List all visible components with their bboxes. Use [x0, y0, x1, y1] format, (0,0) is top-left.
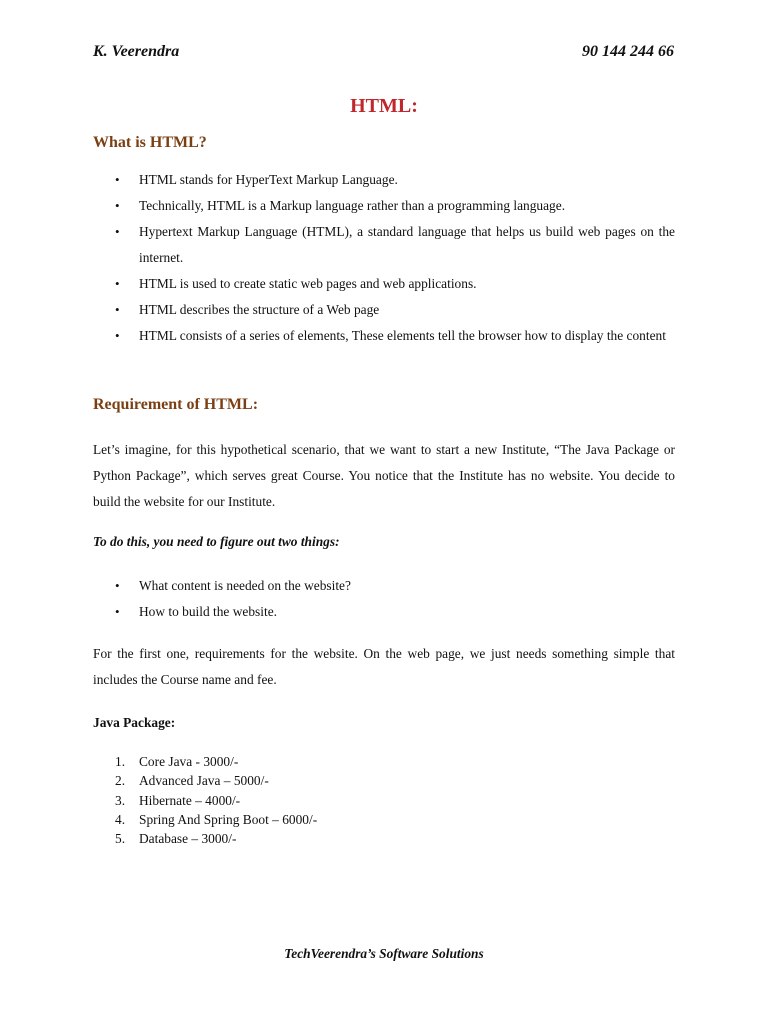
page-header: [93, 43, 674, 63]
two-things-list: [93, 573, 675, 625]
package-heading: Java Package:: [93, 715, 176, 730]
bullet-icon: •: [115, 198, 120, 213]
intro-paragraph: Let’s imagine, for this hypothetical scenario, that we want to start a new Institute, “The Java Package or Python Package”, which serves great Course. You notice that the Institute has no website. You decide to build the website for our Institute.: [93, 442, 675, 509]
bullet-icon: •: [115, 276, 120, 291]
bullet-icon: •: [115, 302, 120, 317]
page-footer: TechVeerendra’s Software Solutions: [284, 946, 484, 961]
java-package-list: [93, 752, 317, 848]
bullet-icon: •: [115, 224, 120, 239]
bullet-icon: •: [115, 328, 120, 343]
what-is-html-list: [93, 167, 675, 349]
list-item: • Technically, HTML is a Markup language rather than a programming language.: [93, 193, 675, 219]
list-item: • HTML describes the structure of a Web page: [93, 297, 675, 323]
section-heading-what-is-html: What is HTML?: [93, 134, 207, 151]
list-item: 3. Hibernate – 4000/-: [115, 792, 241, 808]
list-item: 5. Database – 3000/-: [115, 831, 237, 847]
bullet-icon: •: [115, 578, 120, 593]
section-heading-requirement: Requirement of HTML:: [93, 396, 259, 413]
list-item: • HTML stands for HyperText Markup Language.: [93, 167, 675, 193]
list-item: • Hypertext Markup Language (HTML), a standard language that helps us build web pages on the internet.: [93, 219, 675, 271]
bullet-icon: •: [115, 172, 120, 187]
author-phone: 90 144 244 66: [582, 43, 674, 60]
task-subheading: To do this, you need to figure out two things:: [93, 534, 340, 549]
list-item: • How to build the website.: [93, 599, 675, 625]
page-title: HTML:: [350, 95, 418, 117]
list-item: 2. Advanced Java – 5000/-: [115, 773, 269, 789]
author-name: K. Veerendra: [93, 43, 180, 60]
list-item: • HTML consists of a series of elements, These elements tell the browser how to display the content: [93, 323, 675, 349]
list-item: • HTML is used to create static web pages and web applications.: [93, 271, 675, 297]
list-item: 1. Core Java - 3000/-: [115, 754, 239, 769]
list-item: 4. Spring And Spring Boot – 6000/-: [115, 811, 318, 827]
requirements-paragraph: For the first one, requirements for the website. On the web page, we just needs something simple that includes the Course name and fee.: [93, 646, 675, 687]
list-item: • What content is needed on the website?: [93, 573, 675, 599]
bullet-icon: •: [115, 604, 120, 619]
